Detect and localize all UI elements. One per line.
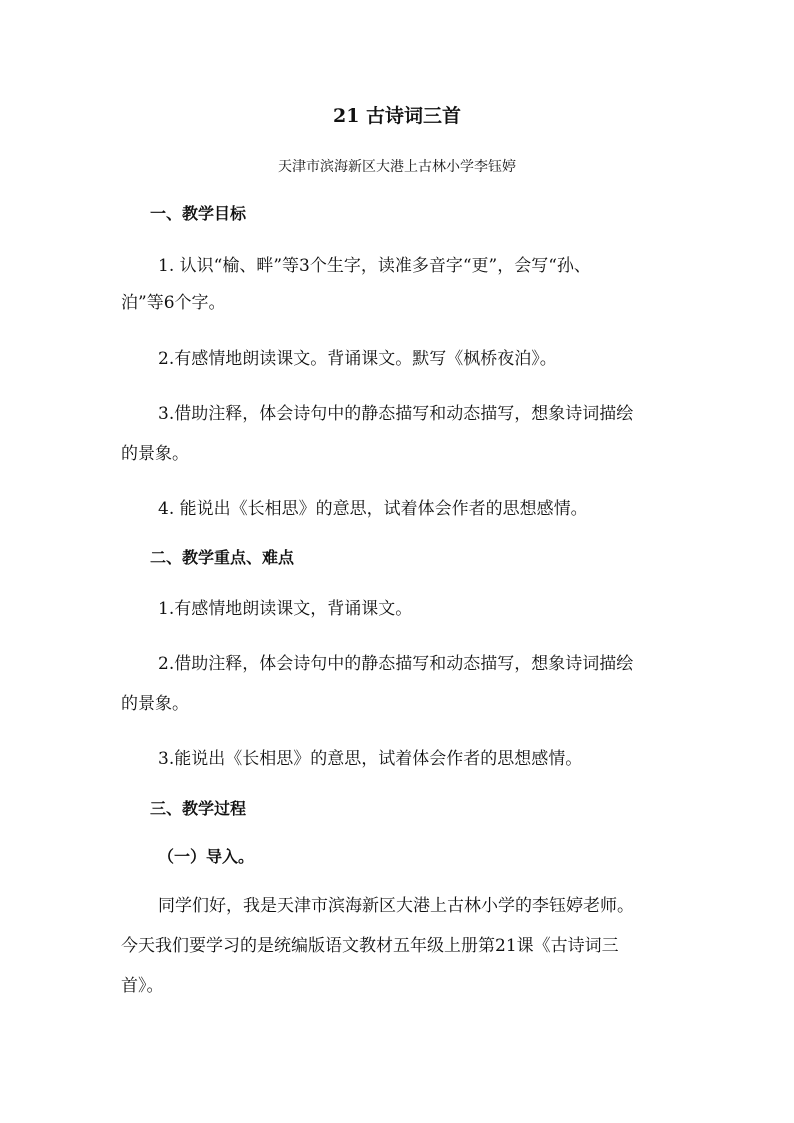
key-point-3: 3.能说出《长相思》的意思，试着体会作者的思想感情。 xyxy=(158,749,583,769)
subsection-heading-intro: （一）导入。 xyxy=(158,847,255,866)
section-heading-process: 三、教学过程 xyxy=(150,799,247,818)
intro-paragraph-line-2: 今天我们要学习的是统编版语文教材五年级上册第21课《古诗词三 xyxy=(121,936,619,956)
goal-1-line-1: 1. 认识“榆、畔”等3个生字，读准多音字“更”，会写“孙、 xyxy=(158,256,591,276)
goal-1-line-2: 泊”等6个字。 xyxy=(121,293,226,313)
key-point-2-line-2: 的景象。 xyxy=(121,694,189,714)
goal-3-line-1: 3.借助注释，体会诗句中的静态描写和动态描写，想象诗词描绘 xyxy=(158,404,634,424)
section-heading-goals: 一、教学目标 xyxy=(150,204,247,223)
section-heading-key-points: 二、教学重点、难点 xyxy=(150,548,295,567)
author-line: 天津市滨海新区大港上古林小学李钰婷 xyxy=(278,159,516,175)
goal-2: 2.有感情地朗读课文。背诵课文。默写《枫桥夜泊》。 xyxy=(158,349,557,369)
goal-4: 4. 能说出《长相思》的意思，试着体会作者的思想感情。 xyxy=(158,499,588,519)
key-point-1: 1.有感情地朗读课文，背诵课文。 xyxy=(158,599,413,619)
intro-paragraph-line-1: 同学们好，我是天津市滨海新区大港上古林小学的李钰婷老师。 xyxy=(158,896,634,916)
key-point-2-line-1: 2.借助注释，体会诗句中的静态描写和动态描写，想象诗词描绘 xyxy=(158,654,634,674)
document-title: 21 古诗词三首 xyxy=(332,105,462,127)
intro-paragraph-line-3: 首》。 xyxy=(121,976,164,996)
goal-3-line-2: 的景象。 xyxy=(121,444,189,464)
